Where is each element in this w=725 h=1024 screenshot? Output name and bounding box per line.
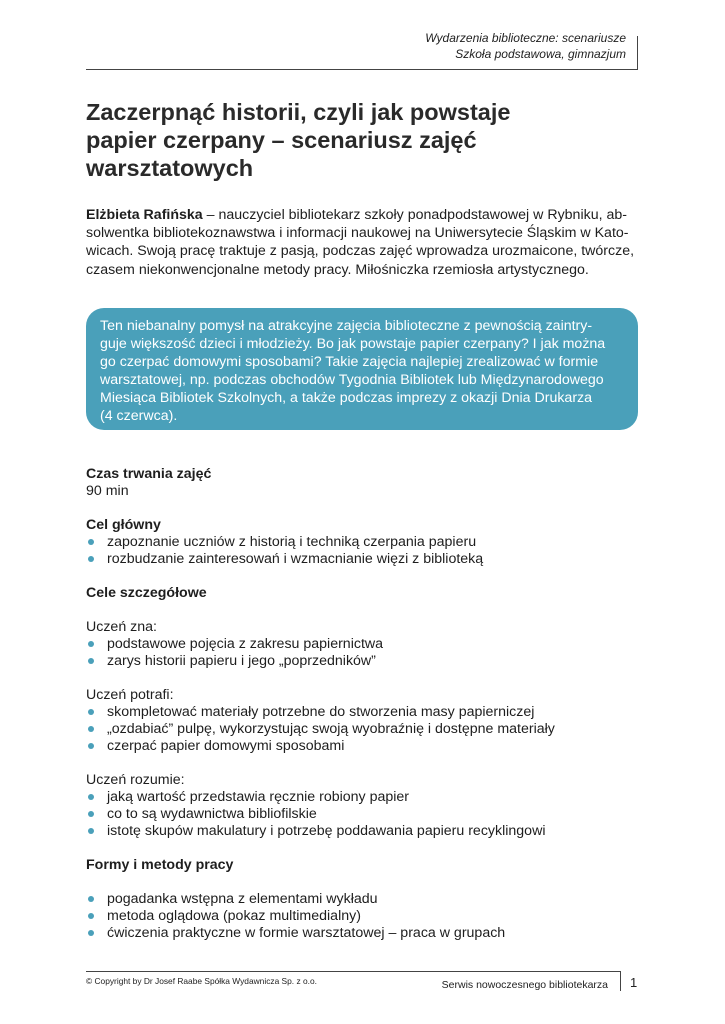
bullet-icon — [88, 828, 94, 834]
list-item: zapoznanie uczniów z historią i techniką czerpania papieru — [86, 534, 646, 551]
bullet-icon — [88, 658, 94, 664]
bullet-icon — [88, 811, 94, 817]
bio-line-1-text: – nauczyciel bibliotekarz szkoły ponadpodstawowej w Rybniku, ab- — [202, 207, 627, 223]
list-item: skompletować materiały potrzebne do stworzenia masy papierniczej — [86, 704, 646, 721]
bio-line-2: solwentka bibliotekoznawstwa i informacji naukowej na Uniwersytecie Śląskim w Kato- — [86, 225, 629, 242]
author-name: Elżbieta Rafińska — [86, 207, 203, 223]
duration-value: 90 min — [86, 483, 129, 499]
bio-line-3: wicach. Swoją pracę traktuje z pasją, podczas zajęć wprowadza urozmaicone, twórcze, — [86, 243, 635, 260]
list-item: zarys historii papieru i jego „poprzedników” — [86, 653, 646, 670]
understands-list — [86, 789, 646, 840]
title-line: Zaczerpnąć historii, czyli jak powstaje — [86, 99, 511, 125]
bullet-icon — [88, 539, 94, 545]
callout-line: go czerpać domowymi sposobami? Takie zajęcia najlepiej zrealizować w formie — [100, 354, 599, 371]
footer-publication-title: Serwis nowoczesnego bibliotekarza — [441, 979, 608, 991]
understands-label: Uczeń rozumie: — [86, 772, 185, 788]
footer-vertical-rule — [620, 971, 621, 991]
list-item: czerpać papier domowymi sposobami — [86, 738, 646, 755]
author-bio — [86, 206, 638, 279]
list-item: istotę skupów makulatury i potrzebę poddawania papieru recyklingowi — [86, 823, 646, 840]
methods-heading: Formy i metody pracy — [86, 857, 234, 873]
bullet-icon — [88, 556, 94, 562]
footer-rule — [86, 971, 620, 972]
callout-line: guje większość dzieci i młodzieży. Bo jak powstaje papier czerpany? I jak można — [100, 336, 606, 353]
list-item: podstawowe pojęcia z zakresu papiernictwa — [86, 636, 646, 653]
running-header-line-1: Wydarzenia biblioteczne: scenariusze — [425, 31, 626, 45]
specific-goals-heading: Cele szczegółowe — [86, 585, 207, 601]
page-title — [86, 98, 646, 182]
list-item: ćwiczenia praktyczne w formie warsztatowej – praca w grupach — [86, 925, 646, 942]
bullet-icon — [88, 726, 94, 732]
list-item: rozbudzanie zainteresowań i wzmacnianie więzi z biblioteką — [86, 551, 646, 568]
list-item: jaką wartość przedstawia ręcznie robiony papier — [86, 789, 646, 806]
duration-heading: Czas trwania zajęć — [86, 466, 212, 482]
bullet-icon — [88, 743, 94, 749]
title-line: warsztatowych — [86, 155, 254, 181]
methods-list — [86, 891, 646, 942]
list-item: metoda oglądowa (pokaz multimedialny) — [86, 908, 646, 925]
bullet-icon — [88, 896, 94, 902]
bullet-icon — [88, 913, 94, 919]
lesson-details — [86, 466, 646, 942]
main-goal-heading: Cel główny — [86, 517, 161, 533]
main-goal-list — [86, 534, 646, 568]
callout-line: Ten niebanalny pomysł na atrakcyjne zajęcia biblioteczne z pewnością zaintry- — [100, 318, 593, 334]
running-header — [425, 30, 626, 62]
header-vertical-rule — [637, 36, 638, 70]
bio-line-4: czasem niekonwencjonalne metody pracy. Miłośniczka rzemiosła artystycznego. — [86, 261, 589, 278]
bullet-icon — [88, 709, 94, 715]
bio-line-1 — [86, 206, 638, 224]
copyright-notice: © Copyright by Dr Josef Raabe Spółka Wydawnicza Sp. z o.o. — [86, 976, 317, 986]
can-list — [86, 704, 646, 755]
page-number: 1 — [630, 975, 638, 990]
can-label: Uczeń potrafi: — [86, 687, 174, 703]
bullet-icon — [88, 930, 94, 936]
callout-line: (4 czerwca). — [100, 408, 178, 425]
list-item: co to są wydawnictwa bibliofilskie — [86, 806, 646, 823]
knows-list — [86, 636, 646, 670]
callout-line: Miesiąca Bibliotek Szkolnych, a także podczas imprezy z okazji Dnia Drukarza — [100, 390, 593, 407]
list-item: pogadanka wstępna z elementami wykładu — [86, 891, 646, 908]
list-item: „ozdabiać” pulpę, wykorzystując swoją wyobraźnię i dostępne materiały — [86, 721, 646, 738]
header-rule — [86, 69, 638, 70]
bullet-icon — [88, 794, 94, 800]
running-header-line-2: Szkoła podstawowa, gimnazjum — [455, 47, 626, 61]
intro-callout — [86, 308, 638, 430]
bullet-icon — [88, 641, 94, 647]
knows-label: Uczeń zna: — [86, 619, 157, 635]
title-line: papier czerpany – scenariusz zajęć — [86, 127, 477, 153]
callout-line: warsztatowej, np. podczas obchodów Tygodnia Bibliotek lub Międzynarodowego — [100, 372, 604, 389]
